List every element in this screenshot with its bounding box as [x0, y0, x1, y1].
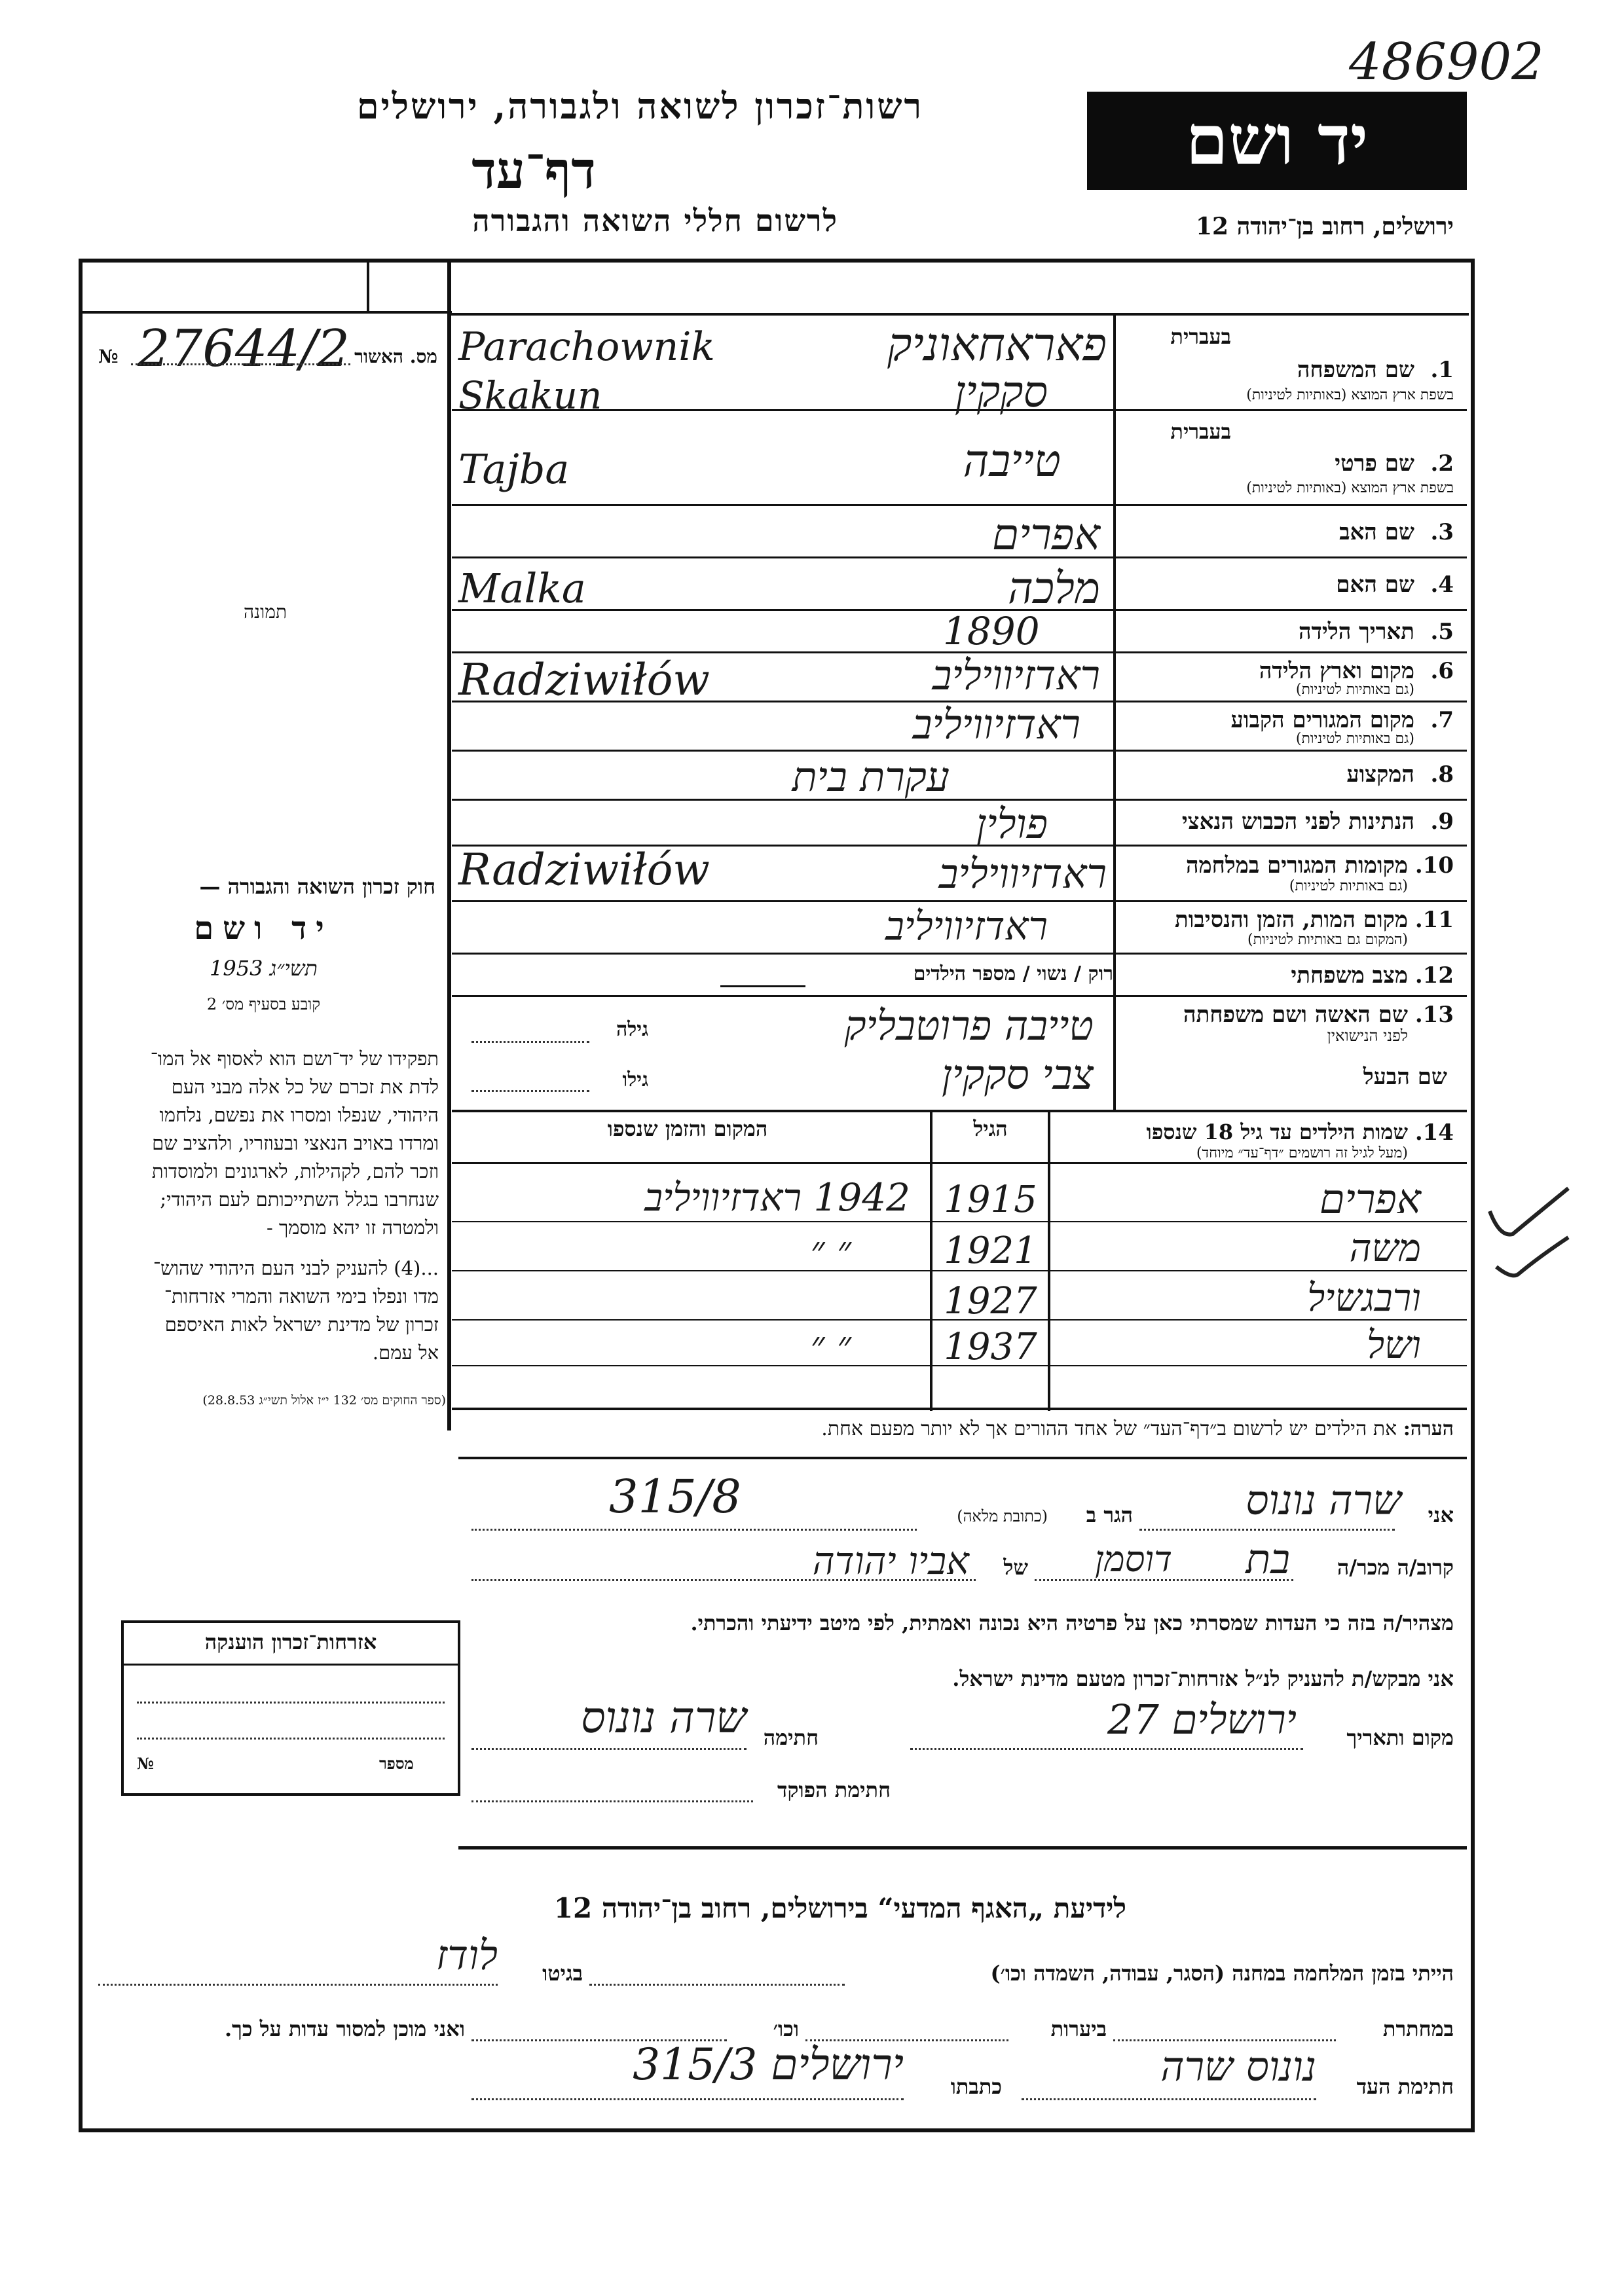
children-header-place: המקום והזמן שנספו — [607, 1116, 768, 1141]
field-2-hebrew-value: טייבה — [963, 435, 1061, 487]
decl-relation-extra: דוסמן — [1094, 1539, 1172, 1580]
decl-place-date-value: ירושלים 27 — [1107, 1696, 1297, 1743]
sidebar-divider — [447, 259, 451, 1430]
child-row-1-place: 1942 ראדזיוויליב — [644, 1175, 910, 1220]
field-6-label: מקום וארץ הלידה — [1259, 658, 1414, 684]
field-6-sub: (גם באותיות לטיניות) — [1295, 682, 1414, 698]
decl-name-value: שרה נונוס — [1246, 1476, 1401, 1524]
footer-ghetto-label: בגיטו — [542, 1961, 583, 1986]
law-text-9: מדו ונפלו בימי השואה והמרי אזרחות־ — [164, 1285, 439, 1307]
field-6-latin-value: Radziwiłów — [458, 655, 710, 705]
yad-vashem-logo — [1087, 92, 1467, 190]
field-3-label: שם האב — [1339, 519, 1414, 545]
citizenship-box — [121, 1620, 460, 1796]
field-11-value: ראדזיוויליב — [885, 903, 1048, 949]
field-10-sub: (גם באותיות לטיניות) — [1289, 878, 1408, 894]
field-8-value: עקרת בית — [792, 753, 950, 801]
field-13-age-label: גילה — [616, 1018, 648, 1041]
law-text-1: תפקידו של יד־ושם הוא לאסוף אל המו־ — [150, 1048, 439, 1070]
child-row-3-name: ורבגשיל — [1307, 1275, 1421, 1320]
decl-relation-of-value: אביו יהודה — [812, 1539, 969, 1583]
field-13-num: 13. — [1414, 1002, 1454, 1028]
decl-request: אני מבקש/ת להעניק לנ״ל אזרחות־זכרון מטעם מדינת ישראל. — [952, 1666, 1454, 1691]
decl-signature-label: חתימה — [763, 1725, 819, 1750]
field-1-alt-latin: Skakun — [458, 373, 602, 418]
law-text-10: זכרון של מדינת ישראל לאות האיספם — [164, 1313, 439, 1336]
footer-ghetto-value: לודז — [435, 1931, 498, 1979]
decl-place-date-label: מקום ותאריך — [1346, 1725, 1454, 1750]
field-1-label: שם המשפחה — [1297, 357, 1414, 383]
child-row-2-age: 1921 — [944, 1230, 1037, 1272]
archive-number: 486902 — [1349, 33, 1544, 92]
field-5-label: תאריך הלידה — [1298, 619, 1414, 645]
authority-title: רשות־זכרון לשואה ולגבורה, ירושלים — [356, 85, 923, 127]
decl-relation-of: של — [1003, 1555, 1028, 1580]
field-6-num: 6. — [1430, 658, 1454, 684]
registration-no-mark: № — [98, 346, 119, 367]
decl-address-value: 315/8 — [609, 1470, 741, 1523]
field-4-label: שם האם — [1336, 572, 1414, 598]
decl-full-address: (כתובת מלאה) — [957, 1507, 1048, 1525]
form-subtitle: לרשום חללי השואה והגבורה — [472, 203, 838, 238]
field-13-value: טייבה פרוטבליק — [844, 1002, 1094, 1049]
field-13-sub: לפני הנישואין — [1327, 1027, 1408, 1045]
child-row-4-name: ושל — [1366, 1322, 1421, 1367]
husband-label: שם הבעל — [1363, 1064, 1447, 1090]
field-4-num: 4. — [1430, 572, 1454, 598]
field-3-value: אפרים — [991, 509, 1100, 560]
field-4-latin-value: Malka — [458, 564, 586, 612]
decl-relation-label: קרוב/ה מכר/ה — [1337, 1555, 1454, 1580]
child-row-1-name: אפרים — [1319, 1175, 1421, 1223]
field-8-label: המקצוע — [1346, 761, 1414, 788]
field-2-label: שם פרטי — [1335, 450, 1414, 477]
field-9-num: 9. — [1430, 809, 1454, 835]
field-7-value: ראדזיוויליב — [912, 701, 1080, 748]
field-2-hebrew-tag: בעברית — [1170, 419, 1231, 444]
law-source: (ספר החוקים מס׳ 132 י״ז אלול תשי״ג 28.8.53) — [202, 1393, 446, 1408]
law-name: יד ושם — [194, 910, 333, 947]
law-year: תשי״ג 1953 — [210, 956, 318, 981]
child-row-4-age: 1937 — [944, 1326, 1037, 1368]
field-8-num: 8. — [1430, 761, 1454, 788]
law-title: חוק זכרון השואה והגבורה — — [199, 874, 435, 899]
citizenship-number-label: מספר — [379, 1754, 414, 1773]
field-13-label: שם האשה ושם משפחתה — [1183, 1002, 1408, 1028]
law-text-11: אל עמם. — [372, 1341, 439, 1364]
field-1-alt-hebrew: סקקין — [954, 367, 1048, 417]
field-12-num: 12. — [1414, 962, 1454, 989]
decl-inspector-label: חתימת הפוקד — [777, 1777, 891, 1802]
footer-title: לידיעת „האגף המדעי“ בירושלים, רחוב בן־יהודה 12 — [553, 1892, 1126, 1924]
footer-etc-label: וכו׳ — [773, 2016, 799, 2041]
citizenship-no-mark: № — [137, 1754, 155, 1773]
registration-label: מס. האשור — [354, 346, 437, 367]
children-note-label: הערה: — [1403, 1417, 1454, 1440]
law-text-5: וזכר להם, לקהילות, לארגונים ולמוסדות — [151, 1160, 439, 1182]
children-num: 14. — [1414, 1120, 1454, 1146]
field-1-num: 1. — [1430, 357, 1454, 383]
field-10-label: מקומות המגורים במלחמה — [1185, 852, 1408, 879]
field-2-sub: בשפת ארץ המוצא (באותיות לטיניות) — [1246, 480, 1454, 496]
checkmark-icon — [1493, 1234, 1572, 1286]
field-11-sub: (המקום גם באותיות לטיניות) — [1247, 932, 1408, 948]
logo-text: יד ושם — [1185, 100, 1369, 180]
decl-relation-value: בת — [1246, 1535, 1290, 1583]
child-row-2-place: ״ ״ — [810, 1228, 851, 1272]
law-text-2: לדת את זכרם של כל אלה מבני העם — [171, 1076, 439, 1098]
photo-label: תמונה — [243, 601, 287, 623]
children-header-names: שמות הילדים עד גיל 18 שנספו — [1146, 1120, 1408, 1144]
field-3-num: 3. — [1430, 519, 1454, 545]
field-2-num: 2. — [1430, 450, 1454, 477]
field-11-num: 11. — [1414, 907, 1454, 933]
child-row-1-age: 1915 — [944, 1178, 1037, 1221]
children-header-sub: (מעל לגיל זה רושמים ״דף־עד״ מיוחד) — [1196, 1145, 1408, 1161]
field-1-latin-value: Parachownik — [458, 324, 715, 370]
citizenship-box-title: אזרחות־זכרון הוענקה — [204, 1630, 377, 1654]
field-10-latin-value: Radziwiłów — [458, 845, 710, 895]
field-7-label: מקום המגורים הקבוע — [1230, 707, 1414, 733]
footer-partisan-label: במחתרת — [1382, 2016, 1454, 2041]
field-10-hebrew-value: ראדזיוויליב — [938, 850, 1107, 898]
field-2-latin-value: Tajba — [458, 445, 570, 493]
field-11-label: מקום המות, הזמן והנסיבות — [1174, 907, 1408, 933]
field-12-label: מצב משפחתי — [1291, 962, 1408, 989]
footer-address-label: כתבתו — [950, 2074, 1002, 2099]
footer-ready-label: ואני מוכן למסור עדות על כך. — [224, 2016, 465, 2041]
law-text-7: ולמטרה זו יהא מוסמך - — [266, 1216, 439, 1239]
footer-address-value: ירושלים 315/3 — [633, 2039, 904, 2090]
field-5-value: 1890 — [943, 609, 1040, 653]
law-text-8: ...(4) להעניק לבני העם היהודי שהוש־ — [153, 1257, 439, 1279]
law-text-6: שנחרבו בגלל השתייכותם לעם היהודי; — [160, 1188, 439, 1211]
footer-witness-sig-label: חתימת העד — [1356, 2074, 1454, 2099]
field-12-options: רוק / נשוי / מספר הילדים — [913, 962, 1113, 985]
footer-forests-label: ביערות — [1050, 2016, 1107, 2041]
decl-residing: הגר ב — [1086, 1503, 1133, 1527]
children-note-text: את הילדים יש לרשום ב״דף־העד״ של אחד ההורים אך לא יותר מפעם אחת. — [821, 1417, 1397, 1440]
law-text-3: היהודי, שנפלו ומסרו את נפשם, נלחמו — [159, 1104, 439, 1126]
children-note — [458, 1417, 1454, 1440]
field-10-num: 10. — [1414, 852, 1454, 879]
label-column-divider — [1113, 314, 1116, 1110]
decl-statement: מצהיר/ה בזה כי העדות שמסרתי כאן על פרטיה היא נכונה ואמתית, לפי מיטב ידיעתי והכרתי. — [690, 1611, 1454, 1635]
field-9-value: פולין — [976, 800, 1048, 848]
law-text-4: ומרדו באויב הנאצי ובעוזריו, ולהציב שם — [152, 1132, 439, 1154]
decl-i-am: אני — [1428, 1503, 1454, 1527]
field-1-hebrew-value: פאראחאוניק — [887, 318, 1107, 371]
child-row-2-name: משה — [1349, 1226, 1421, 1270]
footer-camp-label: הייתי בזמן המלחמה במחנה (הסגר, עבודה, השמדה וכו׳) — [990, 1961, 1454, 1986]
child-row-3-age: 1927 — [944, 1280, 1037, 1322]
husband-age-label: גילו — [622, 1068, 648, 1091]
form-title: דף־עד — [471, 141, 596, 200]
field-6-hebrew-value: ראדזיוויליב — [932, 651, 1100, 699]
registration-number: 27644/2 — [138, 319, 350, 378]
child-row-4-place: ״ ״ — [810, 1322, 851, 1367]
field-1-sub: בשפת ארץ המוצא (באותיות לטיניות) — [1246, 387, 1454, 403]
field-9-label: הנתינות לפני הכבוש הנאצי — [1181, 809, 1414, 835]
field-7-num: 7. — [1430, 707, 1454, 733]
field-4-hebrew-value: מלכה — [1008, 563, 1100, 613]
decl-signature-value: שרה נונוס — [580, 1692, 747, 1743]
address: ירושלים, רחוב בן־יהודה 12 — [1195, 213, 1454, 240]
footer-witness-sig-value: נונוס שרה — [1160, 2043, 1316, 2090]
field-7-sub: (גם באותיות לטיניות) — [1295, 731, 1414, 747]
husband-value: צבי סקקין — [941, 1051, 1094, 1099]
field-5-num: 5. — [1430, 619, 1454, 645]
children-header-age: הגיל — [973, 1116, 1008, 1141]
field-1-hebrew-tag: בעברית — [1170, 324, 1231, 349]
law-clause: קובע בסעיף מס׳ 2 — [206, 995, 321, 1013]
